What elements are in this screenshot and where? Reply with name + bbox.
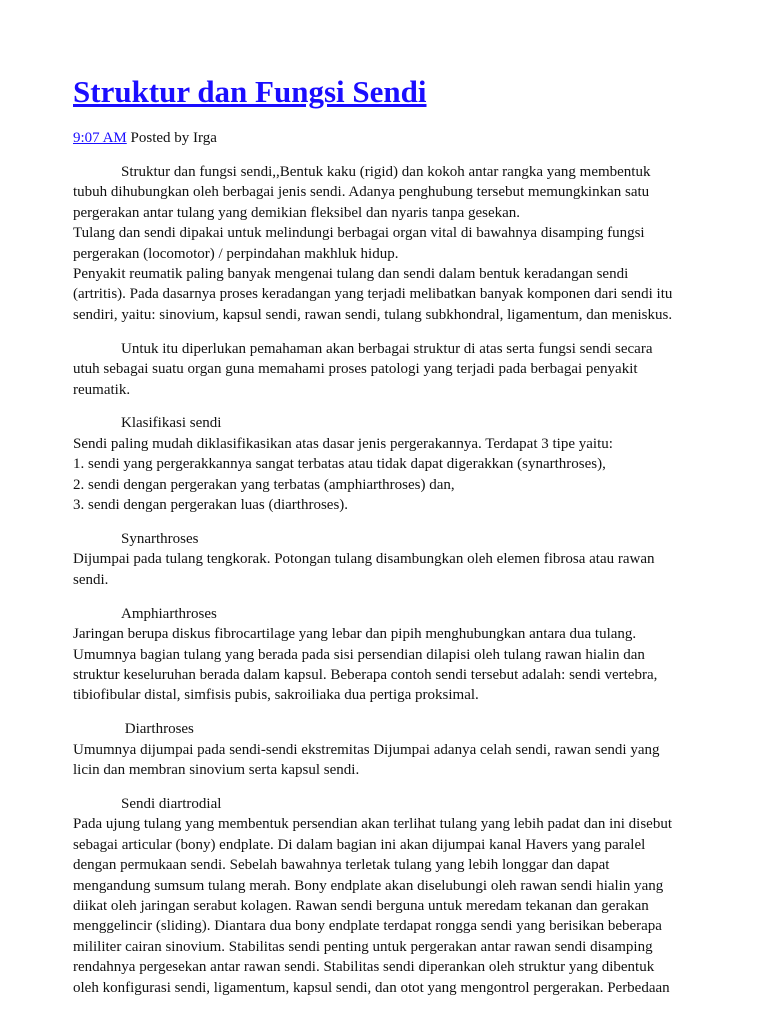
paragraph-line: Jaringan berupa diskus fibrocartilage yang lebar dan pipih menghubungkan antara dua tulang.	[73, 626, 637, 643]
paragraph-line: utuh sebagai suatu organ guna memahami proses patologi yang terjadi pada berbagai penyakit	[73, 361, 638, 378]
paragraph-line: Sendi paling mudah diklasifikasikan atas dasar jenis pergerakannya. Terdapat 3 tipe yaitu:	[73, 435, 613, 452]
paragraph	[73, 339, 728, 400]
paragraph-line: 3. sendi dengan pergerakan luas (diarthroses).	[73, 497, 349, 514]
paragraph	[73, 794, 728, 998]
paragraph-line: Penyakit reumatik paling banyak mengenai tulang dan sendi dalam bentuk keradangan sendi	[73, 266, 629, 283]
post-time-link[interactable]: 9:07 AM	[73, 130, 127, 146]
paragraph-line: Sendi diartrodial	[121, 795, 222, 812]
paragraph-line: pergerakan antar tulang yang demikian fleksibel dan nyaris tanpa gesekan.	[73, 204, 521, 221]
paragraph	[73, 413, 728, 515]
paragraph-line: 1. sendi yang pergerakkannya sangat terbatas atau tidak dapat digerakkan (synarthroses),	[73, 456, 606, 473]
paragraph-line: Struktur dan fungsi sendi,,Bentuk kaku (rigid) dan kokoh antar rangka yang membentuk	[121, 164, 651, 180]
paragraph-line: licin dan membran sinovium serta kapsul sendi.	[73, 762, 360, 779]
paragraph-line: sendi.	[73, 571, 109, 588]
post-author: Posted by Irga	[126, 130, 217, 146]
paragraph-line: reumatik.	[73, 381, 131, 398]
paragraph-line: sendiri, yaitu: sinovium, kapsul sendi, rawan sendi, tulang subkhondral, ligamentum, dan meniskus.	[73, 306, 673, 323]
paragraph-line: (artritis). Pada dasarnya proses keradangan yang terjadi melibatkan banyak komponen dari sendi itu	[73, 286, 673, 303]
paragraph-line: Klasifikasi sendi	[121, 415, 222, 432]
paragraph-line: Umumnya bagian tulang yang berada pada sisi persendian dilapisi oleh tulang rawan hialin dan	[73, 646, 645, 663]
paragraph-line: tubuh dihubungkan oleh berbagai jenis sendi. Adanya penghubung tersebut memungkinkan satu	[73, 184, 650, 201]
paragraph-line: mengandung sumsum tulang merah. Bony endplate akan diselubungi oleh rawan sendi hialin yang	[73, 877, 664, 894]
paragraph-line: struktur keseluruhan berada dalam kapsul. Beberapa contoh sendi tersebut adalah: sendi vertebra,	[73, 666, 658, 683]
paragraph-line: Pada ujung tulang yang membentuk persendian akan terlihat tulang yang lebih padat dan ini disebut	[73, 816, 673, 833]
paragraph-line: rendahnya pergesekan antar rawan sendi. Stabilitas sendi diperankan oleh struktur yang dibentuk	[73, 959, 655, 976]
paragraph-line: pergerakan (locomotor) / perpindahan makhluk hidup.	[73, 245, 399, 262]
paragraph	[73, 604, 728, 706]
paragraph-line: oleh konfigurasi sendi, ligamentum, kapsul sendi, dan otot yang mengontrol pergerakan. Perbedaan	[73, 979, 670, 996]
post-body	[73, 162, 728, 998]
post-title	[73, 74, 728, 110]
paragraph-line: Umumnya dijumpai pada sendi-sendi ekstremitas Dijumpai adanya celah sendi, rawan sendi yang	[73, 741, 660, 758]
post-title-link[interactable]: Struktur dan Fungsi Sendi	[73, 74, 427, 109]
paragraph-line: menggelincir (sliding). Diantara dua bony endplate terdapat rongga sendi yang berisikan beberapa	[73, 918, 662, 935]
paragraph-line: Diarthroses	[121, 721, 194, 738]
paragraph-line: Dijumpai pada tulang tengkorak. Potongan tulang disambungkan oleh elemen fibrosa atau rawan	[73, 551, 655, 568]
post-meta	[73, 128, 728, 148]
paragraph	[73, 162, 728, 325]
paragraph-line: Amphiarthroses	[121, 605, 217, 622]
paragraph	[73, 529, 728, 590]
paragraph-line: tibiofibular distal, simfisis pubis, sakroiliaka dua pertiga proksimal.	[73, 687, 479, 704]
paragraph-line: mililiter cairan sinovium. Stabilitas sendi penting untuk pergerakan antar rawan sendi disamping	[73, 938, 653, 955]
paragraph-line: sebagai articular (bony) endplate. Di dalam bagian ini akan dijumpai kanal Havers yang paralel	[73, 836, 646, 853]
paragraph-line: Synarthroses	[121, 531, 199, 547]
paragraph	[73, 719, 728, 780]
paragraph-line: diikat oleh jaringan serabut kolagen. Rawan sendi berguna untuk meredam tekanan dan gerakan	[73, 898, 649, 914]
paragraph-line: dengan permukaan sendi. Sebelah bawahnya terletak tulang yang lebih longgar dan dapat	[73, 857, 610, 874]
paragraph-line: Untuk itu diperlukan pemahaman akan berbagai struktur di atas serta fungsi sendi secara	[121, 340, 653, 357]
paragraph-line: Tulang dan sendi dipakai untuk melindungi berbagai organ vital di bawahnya disamping fungsi	[73, 225, 645, 242]
paragraph-line: 2. sendi dengan pergerakan yang terbatas (amphiarthroses) dan,	[73, 476, 455, 493]
